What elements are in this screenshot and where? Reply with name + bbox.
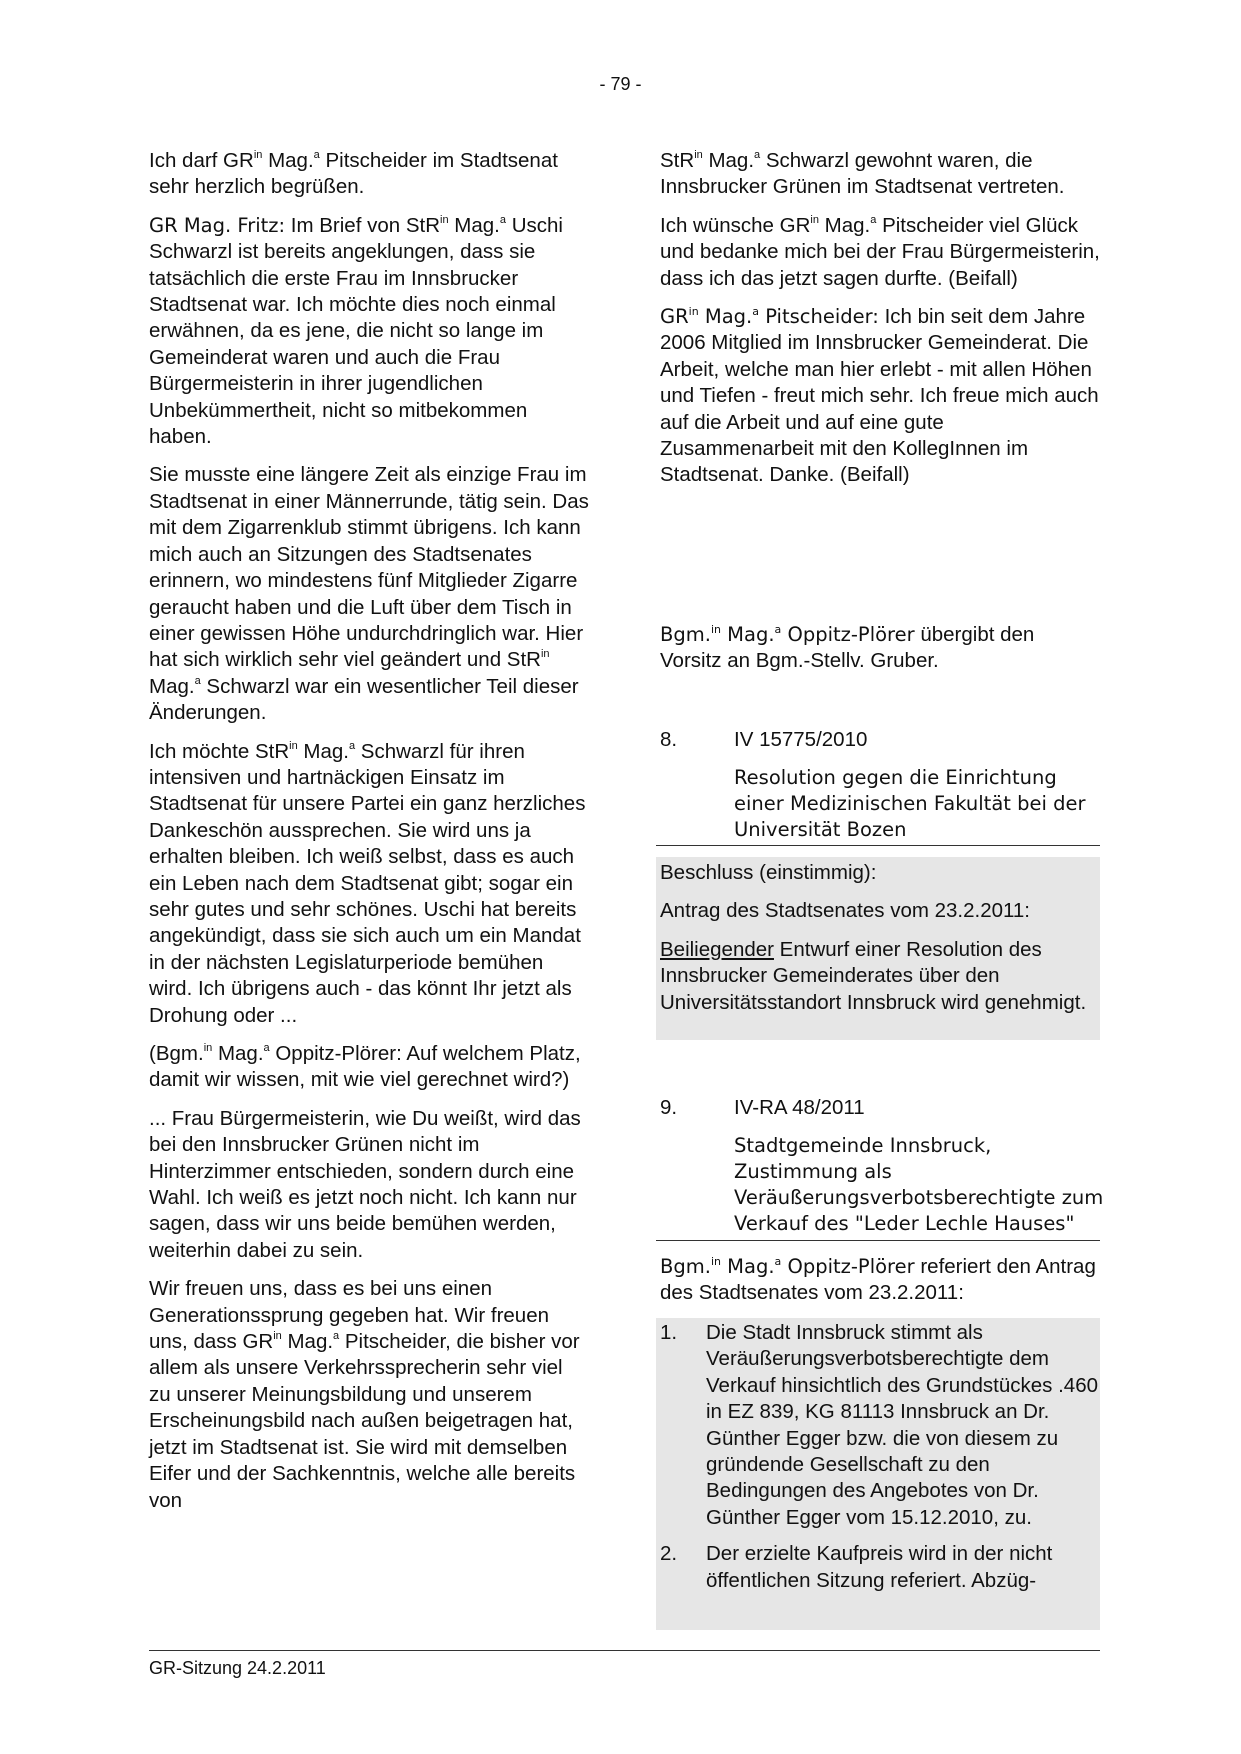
speaker-name: GR Mag. Fritz: <box>149 213 286 237</box>
item-number: 9. <box>660 1096 678 1119</box>
speaker-name: $GR^{in}$ Mag.$^a$ Pitscheider: <box>660 304 879 329</box>
left-column <box>149 148 589 1526</box>
motion-list <box>660 1320 1100 1604</box>
paragraph: StR$^{in}$ Mag.$^a$ Schwarzl gewohnt waren, die Innsbrucker Grünen im Stadtsenat vertreten. <box>660 149 1065 199</box>
paragraph: Bgm.$^{in}$ Mag.$^a$ Oppitz-Plörer übergibt den Vorsitz an Bgm.-Stellv. Gruber. <box>660 622 1035 673</box>
paragraph: GR Mag. Fritz: Im Brief von StR$^{in}$ Mag.$^a$ Uschi Schwarzl ist bereits angeklungen, dass sie tatsächlich die erste Frau im Innsbrucker Stadtsenat war. Ich möchte dies noch einmal erwähnen, da es jene, die nicht so lange im Gemeinderat waren und auch die Frau Bürgermeisterin in ihrer jugendlichen Unbekümmertheit, nicht so mitbekommen haben. <box>149 213 563 449</box>
chair-handover <box>660 622 1100 687</box>
divider <box>656 1240 1100 1241</box>
divider <box>656 845 1100 846</box>
item9-intro <box>660 1254 1100 1319</box>
motion-label: Antrag des Stadtsenates vom 23.2.2011: <box>660 899 1031 923</box>
page-number: - 79 - <box>599 74 642 94</box>
item-number: 8. <box>660 728 678 751</box>
right-column <box>660 148 1100 501</box>
item-code: IV 15775/2010 <box>734 728 868 751</box>
paragraph: ... Frau Bürgermeisterin, wie Du weißt, wird das bei den Innsbrucker Grünen nicht im Hinterzimmer entschieden, sondern durch eine Wahl. Ich weiß es jetzt noch nicht. Ich kann nur sagen, dass wir uns beide bemühen werden, weiterhin dabei zu sein. <box>149 1106 581 1262</box>
decision-text <box>660 860 1100 1028</box>
footer-text: GR-Sitzung 24.2.2011 <box>149 1658 326 1678</box>
paragraph: Ich darf $GR^{in}$ Mag.$^a$ Pitscheider im Stadtsenat sehr herzlich begrüßen. <box>149 149 558 199</box>
paragraph: Ich möchte StR$^{in}$ Mag.$^a$ Schwarzl für ihren intensiven und hartnäckigen Einsatz im Stadtsenat für unsere Partei ein ganz herzliches Dankeschön aussprechen. Sie wird uns ja erhalten bleiben. Ich weiß selbst, dass es auch ein Leben nach dem Stadtsenat gibt; sogar ein sehr gutes und sehr schönes. Uschi hat bereits angekündigt, dass sie sich auch um ein Mandat in der nächsten Legislaturperiode bemühen wird. Ich übrigens auch - das könnt Ihr jetzt als Drohung oder ... <box>149 739 586 1027</box>
paragraph: Wir freuen uns, dass es bei uns einen Generationssprung gegeben hat. Wir freuen uns, dass $GR^{in}$ Mag.$^a$ Pitscheider, die bisher vor allem als unsere Verkehrssprecherin sehr viel zu unserer Meinungsbildung und unserem Erscheinungsbild nach außen beigetragen hat, jetzt im Stadtsenat ist. Sie wird mit demselben Eifer und der Sachkenntnis, welche alle bereits von <box>149 1277 580 1512</box>
footer-divider <box>149 1650 1100 1651</box>
list-item: 1. Die Stadt Innsbruck stimmt als Veräußerungsverbotsberechtigte dem Verkauf hinsichtlich des Grundstückes .460 in EZ 839, KG 81113 Innsbruck an Dr. Günther Egger bzw. die von diesem zu gründende Gesellschaft zu den Bedingungen des Angebotes von Dr. Günther Egger vom 15.12.2010, zu. <box>660 1321 1098 1529</box>
paragraph: Bgm.$^{in}$ Mag.$^a$ Oppitz-Plörer referiert den Antrag des Stadtsenates vom 23.2.2011: <box>660 1254 1096 1305</box>
speaker-name: Bgm.$^{in}$ Mag.$^a$ Oppitz-Plörer <box>660 622 915 646</box>
decision-label: Beschluss (einstimmig): <box>660 861 877 884</box>
paragraph: (Bgm.$^{in}$ Mag.$^a$ Oppitz-Plörer: Auf welchem Platz, damit wir wissen, mit wie viel gerechnet wird?) <box>149 1042 581 1092</box>
speaker-name: Bgm.$^{in}$ Mag.$^a$ Oppitz-Plörer <box>660 1254 915 1278</box>
list-item: 2. Der erzielte Kaufpreis wird in der nicht öffentlichen Sitzung referiert. Abzüg- <box>660 1542 1053 1592</box>
resolution-text: Beiliegender Entwurf einer Resolution des Innsbrucker Gemeinderates über den Universitätsstandort Innsbruck wird genehmigt. <box>660 937 1087 1014</box>
item-title: Resolution gegen die Einrichtung einer Medizinischen Fakultät bei der Universität Bozen <box>734 766 1086 841</box>
item-code: IV-RA 48/2011 <box>734 1096 865 1119</box>
paragraph: $GR^{in}$ Mag.$^a$ Pitscheider: Ich bin seit dem Jahre 2006 Mitglied im Innsbrucker Gemeinderat. Die Arbeit, welche man hier erlebt - mit allen Höhen und Tiefen - freut mich sehr. Ich freue mich auch auf die Arbeit und auf eine gute Zusammenarbeit mit den KollegInnen im Stadtsenat. Danke. (Beifall) <box>660 304 1099 487</box>
paragraph: Ich wünsche $GR^{in}$ Mag.$^a$ Pitscheider viel Glück und bedanke mich bei der Frau Bürgermeisterin, dass ich das jetzt sagen durfte. (Beifall) <box>660 213 1100 290</box>
paragraph: Sie musste eine längere Zeit als einzige Frau im Stadtsenat in einer Männerrunde, tätig sein. Das mit dem Zigarrenklub stimmt übrigens. Ich kann mich auch an Sitzungen des Stadtsenates erinnern, wo mindestens fünf Mitglieder Zigarre geraucht haben und die Luft über dem Tisch in einer gewissen Höhe undurchdringlich war. Hier hat sich wirklich sehr viel geändert und StR$^{in}$ Mag.$^a$ Schwarzl war ein wesentlicher Teil dieser Änderungen. <box>149 463 589 725</box>
item-title: Stadtgemeinde Innsbruck, Zustimmung als Veräußerungsverbotsberechtigte zum Verkauf des "Leder Lechle Hauses" <box>734 1134 1104 1235</box>
